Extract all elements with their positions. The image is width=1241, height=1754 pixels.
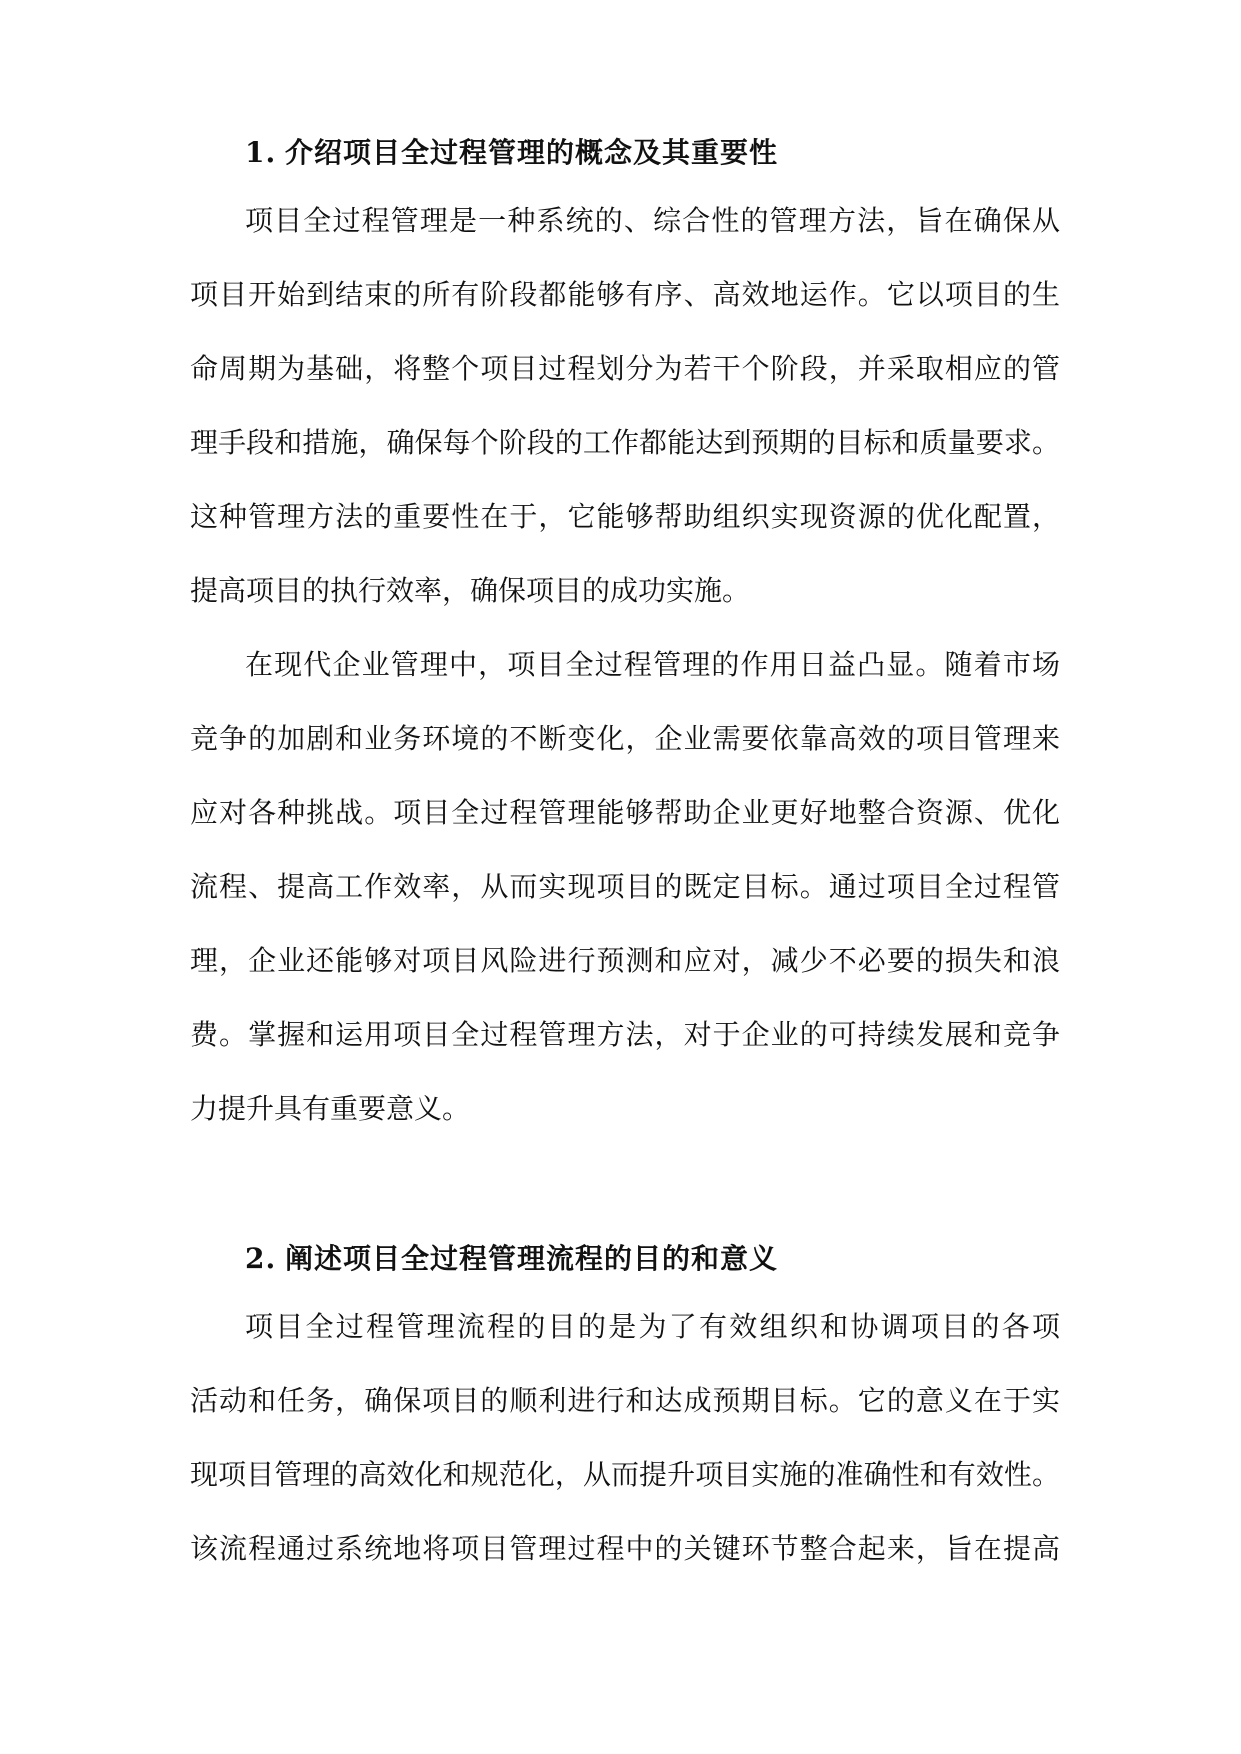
paragraph-line: 这种管理方法的重要性在于，它能够帮助组织实现资源的优化配置， — [190, 500, 1060, 533]
paragraph-line: 现项目管理的高效化和规范化，从而提升项目实施的准确性和有效性。 — [190, 1458, 1060, 1491]
paragraph-line: 提高项目的执行效率，确保项目的成功实施。 — [190, 574, 751, 607]
paragraph-line: 命周期为基础，将整个项目过程划分为若干个阶段，并采取相应的管 — [190, 352, 1060, 385]
paragraph-line: 理，企业还能够对项目风险进行预测和应对，减少不必要的损失和浪 — [190, 944, 1060, 977]
section-2-heading — [245, 1239, 778, 1279]
section-2-number: 2. — [245, 1242, 277, 1275]
paragraph-line: 竞争的加剧和业务环境的不断变化，企业需要依靠高效的项目管理来 — [190, 722, 1060, 755]
paragraph-line: 项目全过程管理是一种系统的、综合性的管理方法，旨在确保从 — [245, 204, 1060, 237]
section-1-number: 1. — [245, 136, 277, 169]
paragraph-line: 项目全过程管理流程的目的是为了有效组织和协调项目的各项 — [245, 1310, 1060, 1343]
section-2-title: 阐述项目全过程管理流程的目的和意义 — [285, 1242, 779, 1275]
paragraph-line: 项目开始到结束的所有阶段都能够有序、高效地运作。它以项目的生 — [190, 278, 1060, 311]
section-2-paragraph-1 — [190, 1307, 1060, 1603]
section-1-paragraph-1 — [190, 201, 1060, 645]
paragraph-line: 在现代企业管理中，项目全过程管理的作用日益凸显。随着市场 — [245, 648, 1060, 681]
paragraph-line: 理手段和措施，确保每个阶段的工作都能达到预期的目标和质量要求。 — [190, 426, 1060, 459]
paragraph-line: 该流程通过系统地将项目管理过程中的关键环节整合起来，旨在提高 — [190, 1532, 1060, 1565]
paragraph-line: 流程、提高工作效率，从而实现项目的既定目标。通过项目全过程管 — [190, 870, 1060, 903]
paragraph-line: 活动和任务，确保项目的顺利进行和达成预期目标。它的意义在于实 — [190, 1384, 1060, 1417]
paragraph-line: 费。掌握和运用项目全过程管理方法，对于企业的可持续发展和竞争 — [190, 1018, 1060, 1051]
section-1-paragraph-2 — [190, 645, 1060, 1163]
paragraph-line: 应对各种挑战。项目全过程管理能够帮助企业更好地整合资源、优化 — [190, 796, 1060, 829]
paragraph-line: 力提升具有重要意义。 — [190, 1092, 471, 1125]
section-1-title: 介绍项目全过程管理的概念及其重要性 — [285, 136, 779, 169]
section-1-heading — [245, 133, 778, 173]
